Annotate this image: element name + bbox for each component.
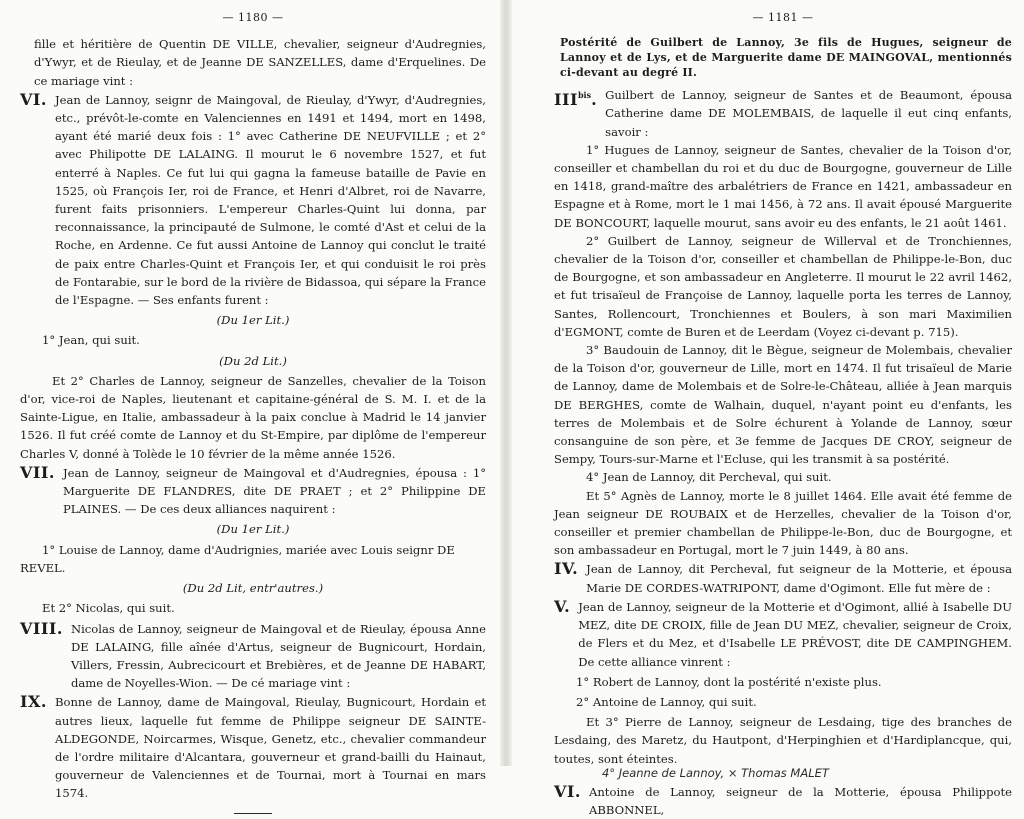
left-page (0, 0, 500, 801)
generation-number: IX. (20, 692, 47, 712)
generation-entry-viii (20, 620, 486, 693)
generation-text: Jean de Lannoy, seigneur de Maingoval et d'Audregnies, épousa : 1° Marguerite DE FLANDRES, dite DE PRAET ; et 2° Philippine DE PLAINES. — De ces deux alliances naquirent : (62, 465, 486, 517)
marriage-heading: (Du 2d Lit.) (219, 353, 287, 368)
section-heading: Postérité de Guilbert de Lannoy, 3e fils de Hugues, seigneur de Lannoy et de Lys, et de Marguerite dame DE MAINGOVAL, mentionnés ci-devant au degré II. (560, 36, 1012, 80)
child-entry: Et 3° Pierre de Lannoy, seigneur de Lesdaing, tige des branches de Lesdaing, des Maretz, du Hautpont, d'Herpinghien et d'Hardiplancque, qui, toutes, sont éteintes. (554, 715, 1012, 766)
child-entry: Et 2° Charles de Lannoy, seigneur de Sanzelles, chevalier de la Toison d'or, vice-roi de Naples, lieutenant et capitaine-général de S. M. I. et de la Sainte-Ligue, en Italie, ambassadeur à la paix conclue à Madrid le 14 janvier 1526. Il fut créé comte de Lannoy et du St-Empire, par diplôme de l'empereur Charles V, donné à Tolède le 10 février de la même année 1526. (20, 373, 486, 461)
generation-text: Guilbert de Lannoy, seigneur de Santes et de Beaumont, épousa Catherine dame DE MOLEMBAIS, de laquelle il eut cinq enfants, savoir : (605, 88, 1012, 139)
book-gutter (500, 0, 512, 766)
page-number-right: — 1181 — (752, 11, 814, 24)
generation-number: VII. (20, 462, 55, 482)
end-rule (234, 813, 272, 814)
child-entry: Et 5° Agnès de Lannoy, morte le 8 juillet 1464. Elle avait été femme de Jean seigneur DE ROUBAIX et de Herzelles, chevalier de la Toison d'or, conseiller et premier chambellan de Philippe-le-Bon, duc de Bourgogne, et son ambassadeur en Portugal, mort le 7 juin 1449, à 80 ans. (554, 488, 1012, 558)
child-entry: 1° Jean, qui suit. (42, 333, 140, 348)
child-entry: 1° Hugues de Lannoy, seigneur de Santes, chevalier de la Toison d'or, conseiller et chambellan du roi et du duc de Bourgogne, gouverneur de Lille en 1418, grand-maître des arbalétriers de France en 1421, ambassadeur en Espagne et à Rome, mort le 1 mai 1456, à 72 ans. Il avait épousé Marguerite DE BONCOURT, laquelle mourut, sans avoir eu des enfants, le 21 août 1461. (554, 142, 1012, 230)
generation-entry-vi (20, 91, 486, 309)
generation-entry-vii (20, 464, 486, 519)
generation-entry-v (554, 598, 1012, 671)
child-entry: 2° Antoine de Lannoy, qui suit. (576, 694, 757, 709)
marriage-heading: (Du 2d Lit, entr'autres.) (182, 581, 324, 596)
generation-text: Jean de Lannoy, seignr de Maingoval, de Rieulay, d'Ywyr, d'Audregnies, etc., prévôt-le-comte en Valenciennes en 1491 et 1494, mort en 1498, ayant été marié deux fois : 1° avec Catherine DE NEUFVILLE ; et 2° avec Philipotte DE LALAING. Il mourut le 6 novembre 1527, et fut enterré à Naples. Ce fut lui qui gagna la fameuse bataille de Pavie en 1525, où François Ier, roi de France, et Henri d'Albret, roi de Navarre, furent faits prisonniers. L'empereur Charles-Quint lui donna, par reconnaissance, la principauté de Sulmone, le comté d'Ast et celui de la Roche, en Ardenne. Ce fut aussi Antoine de Lannoy qui conclut le traité de paix entre Charles-Quint et François Ier, et qui conduisit le roi près de Fontarabie, sur le bord de la rivière de Bidassoa, qui sépare la France de l'Espagne. — Ses enfants furent : (54, 92, 486, 308)
handwritten-annotation: 4° Jeanne de Lannoy, × Thomas MALET (602, 765, 829, 780)
page-number-left: — 1180 — (222, 11, 284, 24)
generation-number: VIII. (20, 618, 63, 638)
generation-number: IV. (554, 559, 579, 579)
generation-entry-iii-bis (554, 86, 1012, 141)
child-entry: 4° Jean de Lannoy, dit Percheval, qui suit. (586, 470, 832, 485)
generation-entry-vi-right (554, 783, 1012, 819)
generation-text: Nicolas de Lannoy, seigneur de Maingoval et de Rieulay, épousa Anne DE LALAING, fille aînée d'Artus, seigneur de Bugnicourt, Hordain, Villers, Fressin, Aubrecicourt et Brebières, et de Jeanne DE HABART, dame de Noyelles-Wion. — De cé mariage vint : (70, 621, 486, 691)
generation-number: $III^{bis}$. (554, 90, 598, 110)
generation-entry-ix (20, 693, 486, 802)
child-entry: 1° Robert de Lannoy, dont la postérité n'existe plus. (576, 674, 882, 689)
right-page (512, 0, 1024, 818)
generation-text: Jean de Lannoy, dit Percheval, fut seigneur de la Motterie, et épousa Marie DE CORDES-WATRIPONT, dame d'Ogimont. Elle fut mère de : (586, 562, 1012, 595)
generation-text: Bonne de Lannoy, dame de Maingoval, Rieulay, Bugnicourt, Hordain et autres lieux, laquelle fut femme de Philippe seigneur DE SAINTE-ALDEGONDE, Noircarmes, Wisque, Genetz, etc., chevalier commandeur de l'ordre militaire d'Alcantara, gouverneur et grand-bailli du Hainaut, gouverneur de Valenciennes et de Tournai, mort à Tournai en mars 1574. (54, 695, 486, 801)
intro-paragraph: fille et héritière de Quentin DE VILLE, chevalier, seigneur d'Audregnies, d'Ywyr, et de Rieulay, et de Jeanne DE SANZELLES, dame d'Erquelines. De ce mariage vint : (34, 37, 486, 88)
child-entry: 2° Guilbert de Lannoy, seigneur de Willerval et de Tronchiennes, chevalier de la Toison d'or, conseiller et chambellan de Philippe-le-Bon, duc de Bourgogne, et son ambassadeur en Angleterre. Il mourut le 22 avril 1462, et fut trisaïeul de Françoise de Lannoy, laquelle porta les terres de Lannoy, Santes, Rollencourt, Tronchiennes et Boulers, à son mari Maximilien d'EGMONT, comte de Buren et de Leerdam (Voyez ci-devant p. 715). (554, 233, 1012, 339)
child-entry: 1° Louise de Lannoy, dame d'Audrignies, mariée avec Louis seignr DE REVEL. (20, 542, 455, 575)
generation-text: Jean de Lannoy, seigneur de la Motterie et d'Ogimont, allié à Isabelle DU MEZ, dite DE CROIX, fille de Jean DU MEZ, chevalier, seigneur de Croix, de Flers et du Mez, et d'Isabelle LE PRÉVOST, dite DE CAMPINGHEM. De cette alliance vinrent : (578, 599, 1012, 669)
marriage-heading: (Du 1er Lit.) (216, 313, 290, 328)
generation-number: VI. (20, 89, 47, 109)
marriage-heading: (Du 1er Lit.) (216, 522, 290, 537)
generation-number: V. (554, 596, 571, 616)
generation-text: Antoine de Lannoy, seigneur de la Motterie, épousa Philippote ABBONNEL, (588, 784, 1012, 818)
child-entry: 3° Baudouin de Lannoy, dit le Bègue, seigneur de Molembais, chevalier de la Toison d'or, gouverneur de Lille, mort en 1474. Il fut trisaïeul de Marie de Lannoy, dame de Molembais et de Solre-le-Château, alliée à Jean marquis DE BERGHES, comte de Walhain, duquel, n'ayant point eu d'enfants, les terres de Molembais et de Solre échurent à Yolande de Lannoy, sœur consanguine de son père, et 3e femme de Jacques DE CROY, seigneur de Sempy, Tours-sur-Marne et l'Ecluse, qui les transmit à sa postérité. (554, 343, 1012, 467)
child-entry: Et 2° Nicolas, qui suit. (42, 601, 175, 616)
generation-number: VI. (554, 781, 581, 801)
generation-entry-iv (554, 560, 1012, 596)
